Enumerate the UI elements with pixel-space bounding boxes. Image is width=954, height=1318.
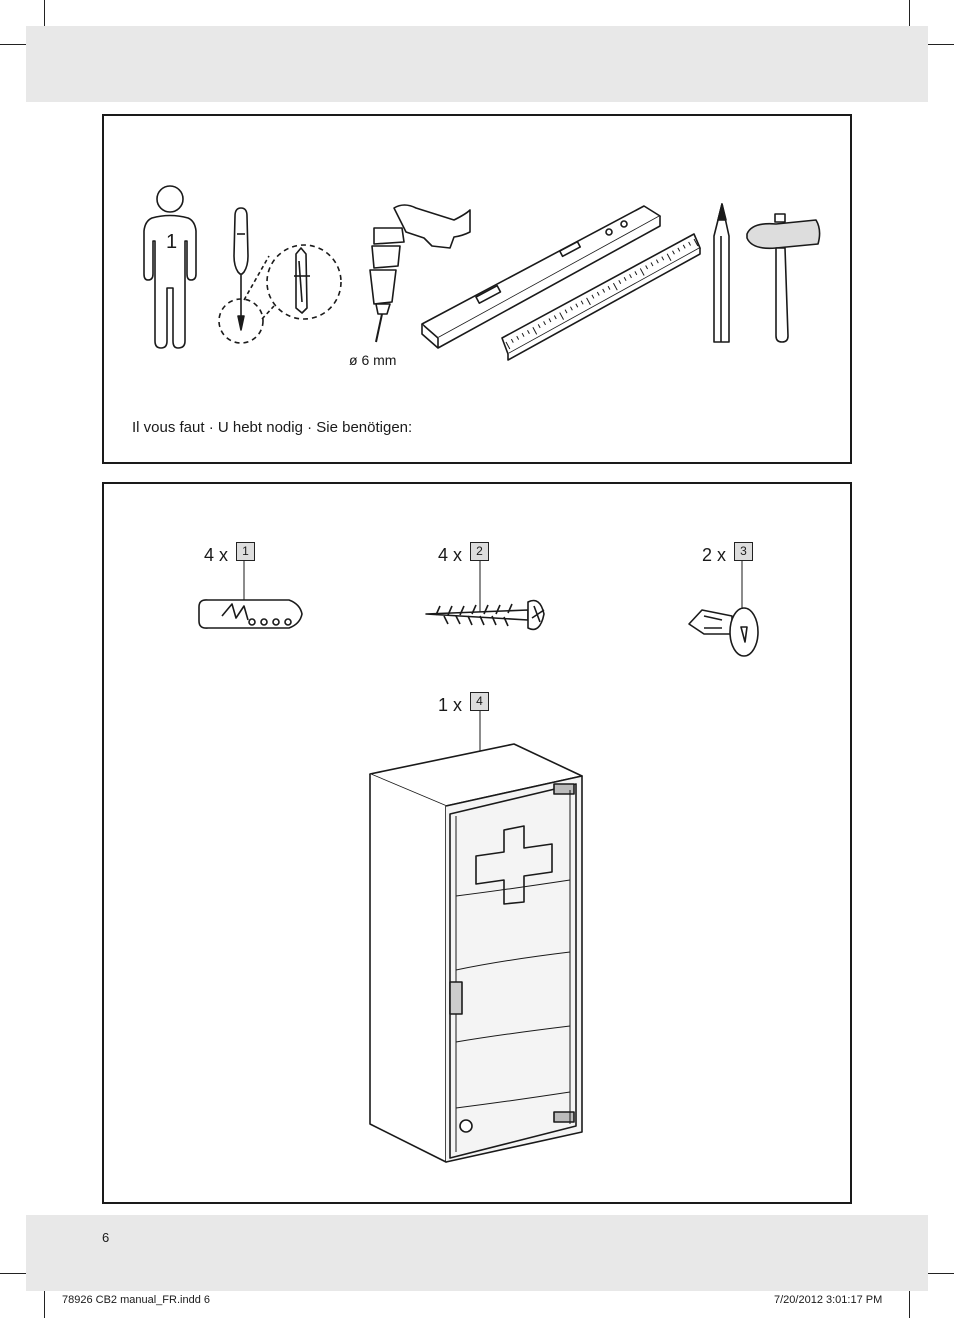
part-4-number: 4 (470, 692, 489, 711)
part-1-qty: 4 x (204, 545, 229, 565)
tools-illustration (104, 116, 854, 466)
crop-mark (909, 1288, 910, 1318)
part-2-qty: 4 x (438, 545, 463, 565)
drill-bit-label: ø 6 mm (349, 352, 397, 368)
wall-plug-icon (199, 600, 302, 628)
part-3-qty: 2 x (702, 545, 727, 565)
part-1-number: 1 (236, 542, 255, 561)
screwdriver-icon (219, 208, 341, 343)
part-3-number: 3 (734, 542, 753, 561)
footer-band (26, 1215, 928, 1291)
medicine-cabinet-icon (370, 744, 582, 1162)
pencil-icon (714, 204, 729, 342)
print-slug-file: 78926 CB2 manual_FR.indd 6 (62, 1294, 210, 1306)
tools-caption: Il vous faut · U hebt nodig · Sie benötigen: (132, 419, 413, 436)
part-4-qty: 1 x (438, 695, 463, 715)
page-number: 6 (102, 1230, 110, 1245)
header-band (26, 26, 928, 102)
parts-illustration (104, 484, 854, 1206)
crop-mark (924, 44, 954, 45)
screw-icon (426, 601, 544, 630)
person-count: 1 (166, 231, 178, 253)
print-slug-datetime: 7/20/2012 3:01:17 PM (774, 1294, 883, 1306)
tools-panel (102, 114, 852, 464)
crop-mark (924, 1273, 954, 1274)
parts-panel (102, 482, 852, 1204)
person-icon (144, 186, 196, 348)
part-2-number: 2 (470, 542, 489, 561)
crop-mark (44, 1288, 45, 1318)
hammer-icon (747, 214, 820, 342)
key-icon (689, 608, 758, 656)
